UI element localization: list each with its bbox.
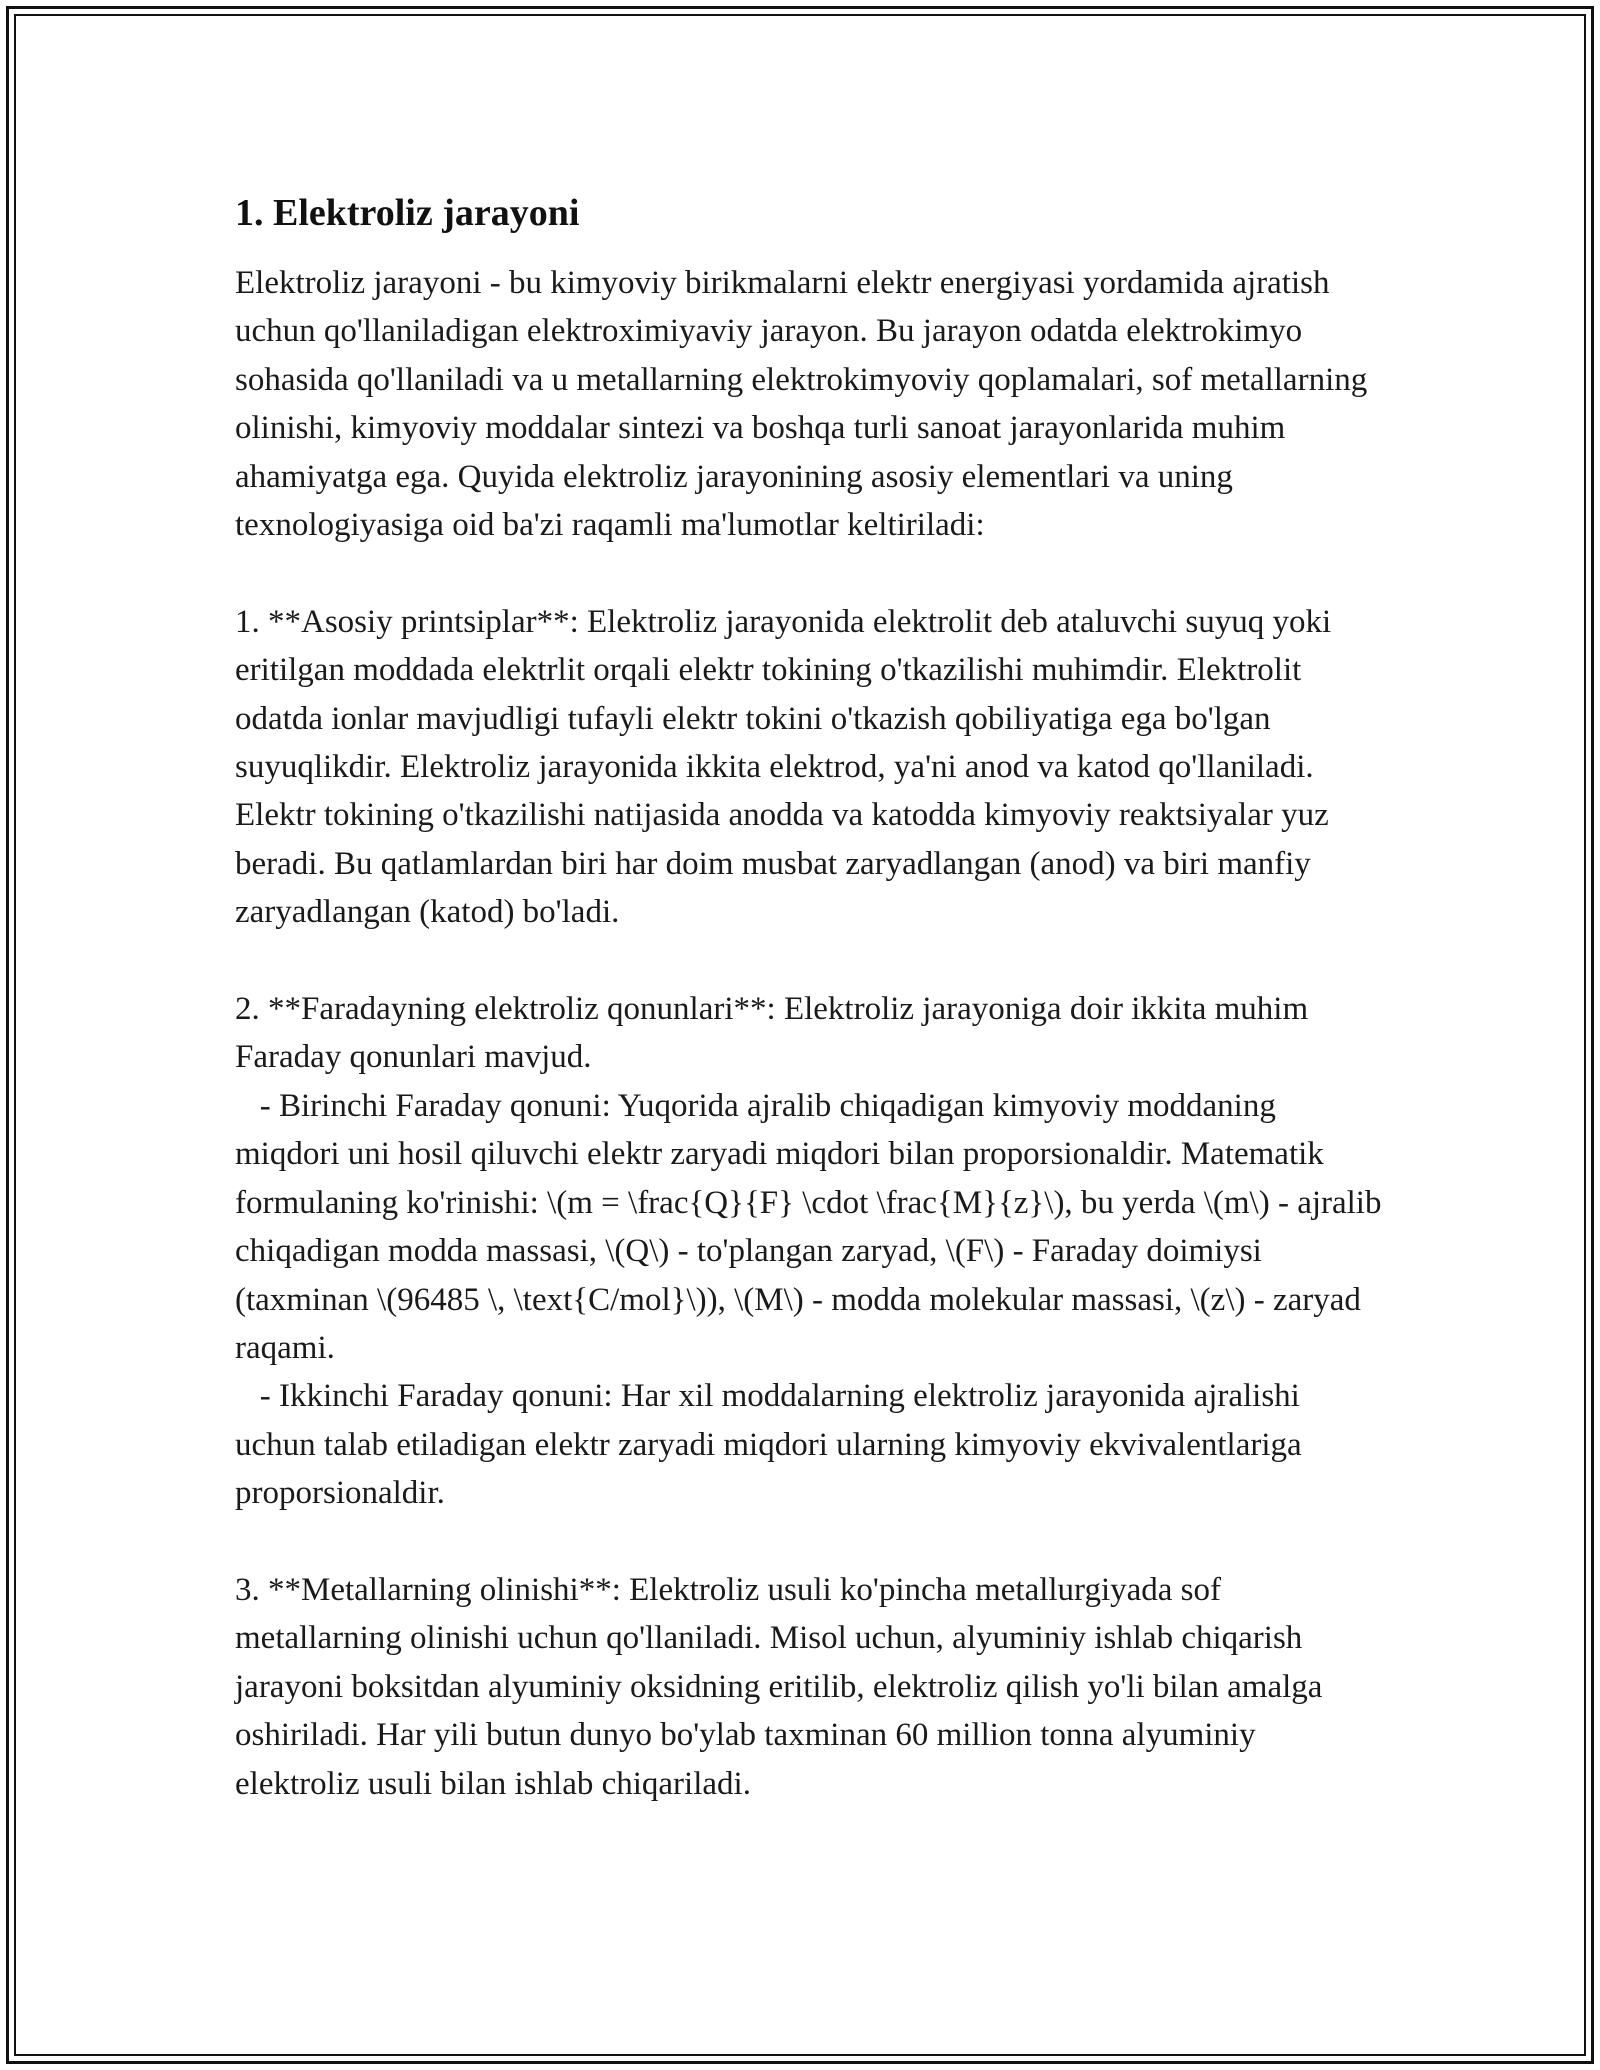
faraday-laws-paragraph: 2. **Faradayning elektroliz qonunlari**: Elektroliz jarayoniga doir ikkita muhim Faraday qonunlari mavjud. - Birinchi Faraday qonuni: Yuqorida ajralib chiqadigan kimyoviy moddaning miqdori uni hosil qiluvchi elektr zaryadi miqdori bilan proporsionaldir. Matematik formulaning ko'rinishi: \(m = \frac{Q}{F} \cdot \frac{M}{z}\), bu yerda \(m\) - ajralib chiqadigan modda massasi, \(Q\) - to'plangan zaryad, \(F\) - Faraday doimiysi (taxminan \(96485 \, \text{C/mol}\)), \(M\) - modda molekular massasi, \(z\) - zaryad raqami. - Ikkinchi Faraday qonuni: Har xil moddalarning elektroliz jarayonida ajralishi uchun talab etiladigan elektr zaryadi miqdori ularning kimyoviy ekvivalentlariga proporsionaldir. (235, 991, 1382, 1512)
principles-paragraph: 1. **Asosiy printsiplar**: Elektroliz jarayonida elektrolit deb ataluvchi suyuq yoki eritilgan moddada elektrlit orqali elektr tokining o'tkazilishi muhimdir. Elektrolit odatda ionlar mavjudligi tufayli elektr tokini o'tkazish qobiliyatiga ega bo'lgan suyuqlikdir. Elektroliz jarayonida ikkita elektrod, ya'ni anod va katod qo'llaniladi. Elektr tokining o'tkazilishi natijasida anodda va katodda kimyoviy reaktsiyalar yuz beradi. Bu qatlamlardan biri har doim musbat zaryadlangan (anod) va biri manfiy zaryadlangan (katod) bo'ladi. (235, 603, 1340, 931)
paragraph-gap (235, 1518, 1385, 1566)
paragraph-gap (235, 549, 1385, 597)
metals-paragraph: 3. **Metallarning olinishi**: Elektroliz usuli ko'pincha metallurgiyada sof metallarning olinishi uchun qo'llaniladi. Misol uchun, alyuminiy ishlab chiqarish jarayoni boksitdan alyuminiy oksidning eritilib, elektroliz qilish yo'li bilan amalga oshiriladi. Har yili butun dunyo bo'ylab taxminan 60 million tonna alyuminiy elektroliz usuli bilan ishlab chiqariladi. (235, 1571, 1331, 1802)
paragraph-gap (235, 937, 1385, 985)
intro-paragraph: Elektroliz jarayoni - bu kimyoviy birikmalarni elektr energiyasi yordamida ajratish uchun qo'llaniladigan elektroximiyaviy jarayon. Bu jarayon odatda elektrokimyo sohasida qo'llaniladi va u metallarning elektrokimyoviy qoplamalari, sof metallarning olinishi, kimyoviy moddalar sintezi va boshqa turli sanoat jarayonlarida muhim ahamiyatga ega. Quyida elektroliz jarayonining asosiy elementlari va uning texnologiyasiga oid ba'zi raqamli ma'lumotlar keltiriladi: (235, 265, 1376, 544)
document-body (235, 185, 1385, 1808)
section-heading: 1. Elektroliz jarayoni (235, 192, 580, 234)
